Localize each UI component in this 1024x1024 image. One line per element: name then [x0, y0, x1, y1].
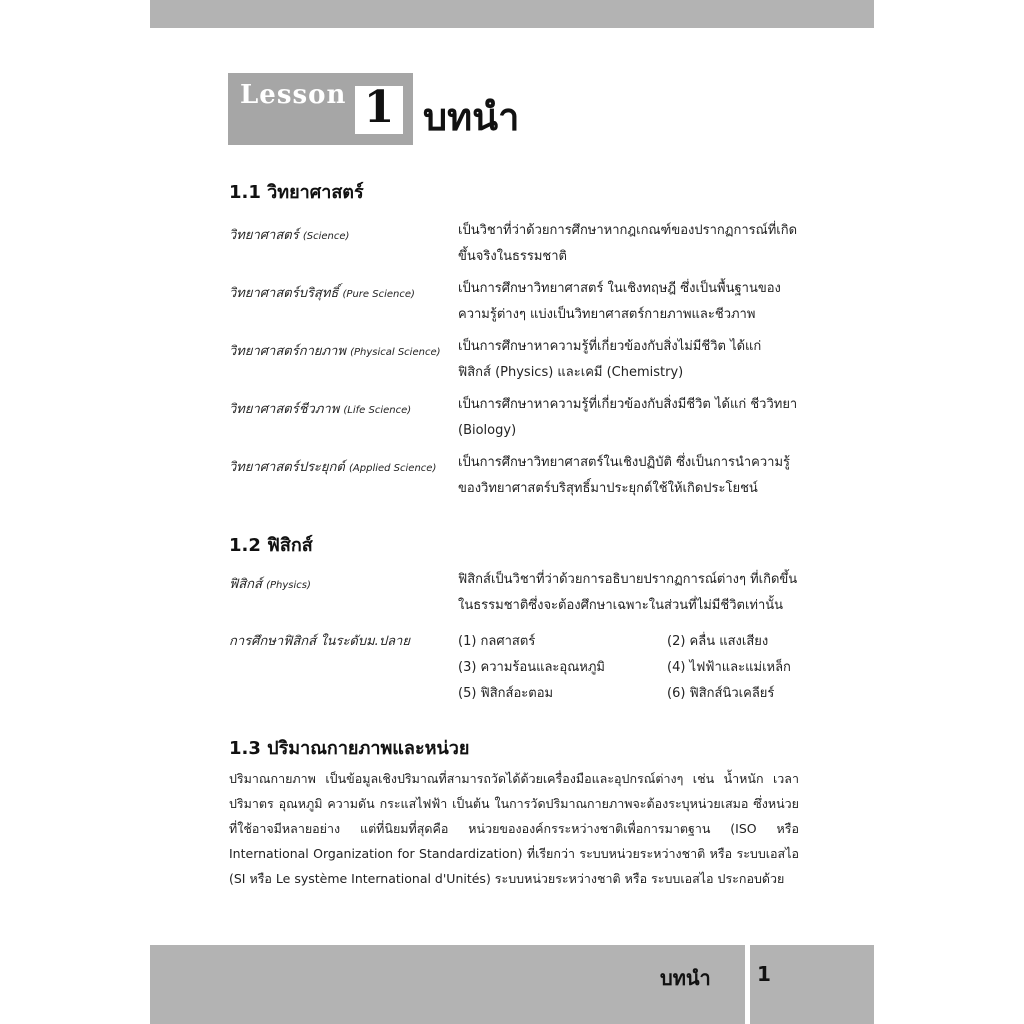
definition-physical-science: เป็นการศึกษาหาความรู้ที่เกี่ยวข้องกับสิ่งไม่มีชีวิต ได้แก่ ฟิสิกส์ (Physics) และเคมี (Chemistry) — [458, 339, 762, 380]
topic-item: (4) ไฟฟ้าและแม่เหล็ก — [667, 660, 791, 675]
term-english: (Physics) — [266, 580, 311, 591]
study-label: การศึกษาฟิสิกส์ ในระดับม.ปลาย — [229, 634, 410, 649]
topic-item: (1) กลศาสตร์ — [458, 634, 536, 649]
term-label: วิทยาศาสตร์กายภาพ — [229, 344, 346, 359]
page-number: 1 — [757, 962, 771, 986]
term-english: (Science) — [302, 231, 350, 242]
term-life-science — [229, 398, 411, 419]
term-label: วิทยาศาสตร์ — [229, 228, 299, 243]
term-english: (Physical Science) — [350, 347, 441, 358]
section-heading-physics: 1.2 ฟิสิกส์ — [229, 535, 313, 556]
term-physics — [229, 573, 311, 594]
term-label: วิทยาศาสตร์ชีวภาพ — [229, 402, 340, 417]
term-label: วิทยาศาสตร์ประยุกต์ — [229, 460, 345, 475]
topic-item: (6) ฟิสิกส์นิวเคลียร์ — [667, 686, 775, 701]
quantities-paragraph: ปริมาณกายภาพ เป็นข้อมูลเชิงปริมาณที่สามารถวัดได้ด้วยเครื่องมือและอุปกรณ์ต่างๆ เช่น น้ำหนัก เวลา ปริมาตร อุณหภูมิ ความดัน กระแสไฟฟ้า เป็นต้น ในการวัดปริมาณกายภาพจะต้องระบุหน่วยเสมอ ซึ่งหน่วยที่ใช้อาจมีหลายอย่าง แต่ที่นิยมที่สุดคือ หน่วยขององค์กรระหว่างชาติเพื่อการมาตฐาน (ISO หรือ International Organization for Standardization) ที่เรียกว่า ระบบหน่วยระหว่างชาติ หรือ ระบบเอสไอ (SI หรือ Le système International d'Unités) ระบบหน่วยระหว่างชาติ หรือ ระบบเอสไอ ประกอบด้วย — [229, 771, 799, 886]
top-bar — [150, 0, 874, 28]
term-english: (Applied Science) — [349, 463, 437, 474]
section-heading-science: 1.1 วิทยาศาสตร์ — [229, 182, 364, 203]
footer-chapter-title: บทนำ — [660, 966, 711, 990]
term-label: ฟิสิกส์ — [229, 577, 262, 592]
topic-item: (5) ฟิสิกส์อะตอม — [458, 686, 554, 701]
topic-item: (2) คลื่น แสงเสียง — [667, 634, 769, 649]
term-english: (Life Science) — [343, 405, 412, 416]
topic-item: (3) ความร้อนและอุณหภูมิ — [458, 660, 605, 675]
term-english: (Pure Science) — [342, 289, 415, 300]
definition-applied-science: เป็นการศึกษาวิทยาศาสตร์ในเชิงปฏิบัติ ซึ่งเป็นการนำความรู้ของวิทยาศาสตร์บริสุทธิ์มาประยุกต์ใช้ให้เกิดประโยชน์ — [458, 455, 791, 496]
footer-bar — [150, 945, 745, 1024]
term-physical-science — [229, 340, 441, 361]
term-science — [229, 224, 349, 245]
chapter-title: บทนำ — [423, 95, 520, 139]
lesson-word: Lesson — [240, 80, 347, 110]
definition-life-science: เป็นการศึกษาหาความรู้ที่เกี่ยวข้องกับสิ่งมีชีวิต ได้แก่ ชีววิทยา (Biology) — [458, 397, 798, 438]
definition-physics: ฟิสิกส์เป็นวิชาที่ว่าด้วยการอธิบายปรากฏการณ์ต่างๆ ที่เกิดขึ้นในธรรมชาติซึ่งจะต้องศึกษาเฉพาะในส่วนที่ไม่มีชีวิตเท่านั้น — [458, 572, 798, 613]
lesson-number: 1 — [363, 82, 395, 133]
section-heading-quantities: 1.3 ปริมาณกายภาพและหน่วย — [229, 738, 470, 759]
term-label: วิทยาศาสตร์บริสุทธิ์ — [229, 286, 339, 301]
term-pure-science — [229, 282, 415, 303]
definition-science: เป็นวิชาที่ว่าด้วยการศึกษาหากฎเกณฑ์ของปรากฏการณ์ที่เกิดขึ้นจริงในธรรมชาติ — [458, 223, 798, 264]
definition-pure-science: เป็นการศึกษาวิทยาศาสตร์ ในเชิงทฤษฎี ซึ่งเป็นพื้นฐานของความรู้ต่างๆ แบ่งเป็นวิทยาศาสตร์กายภาพและชีวภาพ — [458, 281, 781, 322]
term-applied-science — [229, 456, 436, 477]
